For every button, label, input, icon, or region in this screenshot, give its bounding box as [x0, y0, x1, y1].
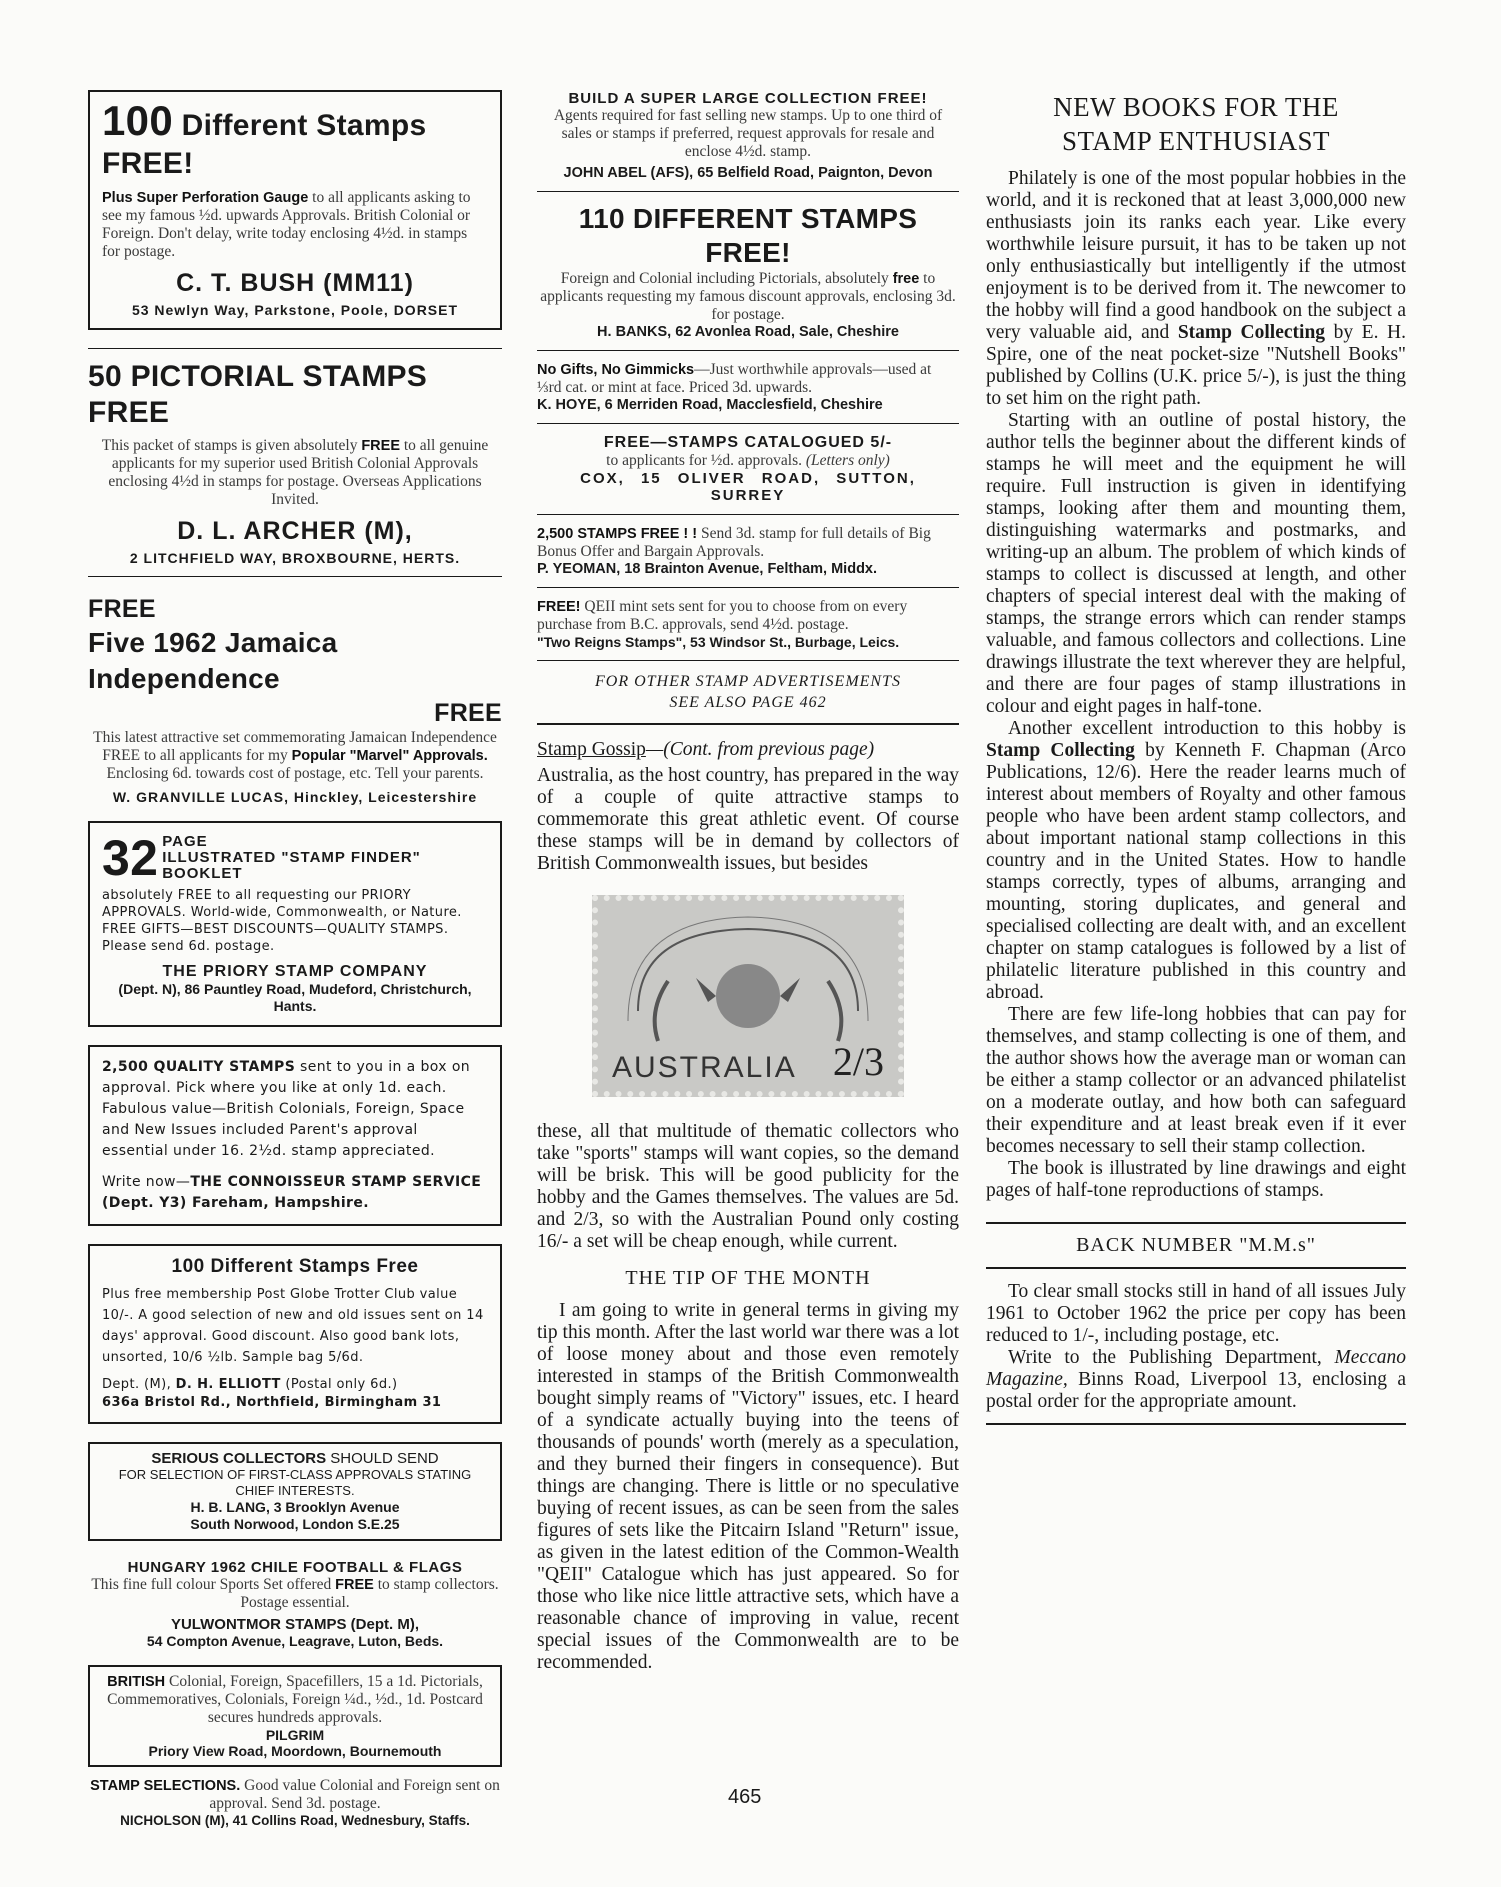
stamp-country: AUSTRALIA: [612, 1051, 797, 1084]
divider: [537, 723, 959, 725]
ad-pilgrim: [88, 1665, 502, 1767]
article-paragraph: Philately is one of the most popular hobbies in the world, and it is reckoned that at least 3,000,000 new enthusiasts join its ranks each year. Like every worthwhile leisure pursuit, it has to be taken up not only enthusiastically but intelligently if the utmost enjoyment is to be derived from it. The newcomer to the hobby will find a good handbook on the subject a very valuable aid, and Stamp Collecting by E. H. Spire, one of the neat pocket-size "Nutshell Books" published by Collins (U.K. price 5/-), is just the thing to set him on the right path.: [986, 168, 1406, 409]
divider: [986, 1222, 1406, 1224]
ad-lead: Plus Super Perforation Gauge: [102, 190, 309, 206]
divider: [88, 576, 502, 577]
ad-headline: Five 1962 Jamaica Independence: [88, 627, 338, 694]
divider: [537, 423, 959, 424]
advertiser-address: 636a Bristol Rd., Northfield, Birmingham 31: [102, 1395, 442, 1410]
advert-column-left: [88, 90, 502, 1844]
ad-body: to applicants for ½d. approvals. (Letters only): [606, 452, 890, 469]
ad-archer: [88, 348, 502, 577]
advertiser-name: C. T. BUSH (MM11): [176, 269, 414, 297]
article-heading: NEW BOOKS FOR THE STAMP ENTHUSIAST: [1053, 92, 1339, 156]
advertiser-name: Dept. (M), D. H. ELLIOTT (Postal only 6d.): [102, 1377, 398, 1392]
ad-body: This latest attractive set commemorating Jamaican Independence FREE to all applicants for my Popular "Marvel" Approvals. Enclosing 6d. towards cost of postage, etc. Tell your parents.: [93, 729, 497, 782]
advertiser-address: (Dept. N), 86 Pauntley Road, Mudeford, Christchurch, Hants.: [118, 981, 472, 1014]
ad-page-count: 32: [102, 830, 159, 886]
page-number: 465: [728, 1786, 762, 1808]
other-adverts-note: FOR OTHER STAMP ADVERTISEMENTS SEE ALSO PAGE 462: [537, 671, 959, 725]
advertiser-address: H. BANKS, 62 Avonlea Road, Sale, Cheshire: [597, 324, 899, 340]
ad-headline-number: 100: [102, 97, 173, 144]
article-paragraph: Starting with an outline of postal history, the author tells the beginner about the different kinds of stamps he will meet and the equipment he will require. Full instruction is given in identifying stamps, looking after them and mounting them, distinguishing watermarks and postmarks, and writing-up an album. The problem of which kinds of stamps to collect is discussed at length, and other chapters of special interest deal with the making of stamps, the strange errors which can render stamps valuable, and famous collectors and collections. Line drawings illustrate the text wherever they are helpful, and there are four pages of stamp illustrations in colour and eight pages in half-tone.: [986, 410, 1406, 717]
divider: [537, 587, 959, 588]
advertiser-address: JOHN ABEL (AFS), 65 Belfield Road, Paignton, Devon: [563, 165, 933, 181]
ad-body: FREE! QEII mint sets sent for you to choose from on every purchase from B.C. approvals, send 4½d. postage.: [537, 598, 908, 633]
advertiser-name: PILGRIM: [265, 1727, 325, 1743]
ad-nicholson: [88, 1777, 502, 1828]
article-paragraph: I am going to write in general terms in giving my tip this month. After the last world war there was a lot of loose money about and those even remotely interested in stamps of the British Commonwealth bought simply reams of "Victory" issues, etc. I heard of a syndicate actually buying into the teens of thousands of pounds' worth (merely as a speculation, and they burned their fingers in consequence). But things are changing. There is little or no speculative buying of recent issues, as can be seen from the sales figures of sets like the Pitcairn Island "Return" issue, as given in the latest edition of the Common-Wealth "QEII" Catalogue which has just appeared. So for those who like nice little attractive sets, which have a reasonable chance of improving in value, recent special issues of the Commonwealth are to be recommended.: [537, 1300, 959, 1673]
ad-body: [102, 189, 488, 261]
ad-body-text: to all applicants asking to see my famous ½d. upwards Approvals. British Colonial or Foreign. Don't delay, write today enclosing 4½d. in stamps for postage.: [102, 189, 471, 260]
divider: [986, 1267, 1406, 1269]
ad-headline: FREE—STAMPS CATALOGUED 5/-: [603, 434, 893, 451]
ad-connoisseur: [88, 1045, 502, 1226]
ad-body: FOR SELECTION OF FIRST-CLASS APPROVALS STATING CHIEF INTERESTS.: [118, 1467, 472, 1498]
ad-priory: [88, 821, 502, 1027]
article-title: Stamp Gossip—(Cont. from previous page): [537, 739, 875, 760]
ad-yulwontmor: [88, 1559, 502, 1649]
advertiser-name: D. L. ARCHER (M),: [177, 517, 413, 545]
divider: [537, 514, 959, 515]
ad-headline: SERIOUS COLLECTORS SHOULD SEND: [151, 1450, 439, 1467]
ad-body: absolutely FREE to all requesting our PRIORY APPROVALS. World-wide, Commonwealth, or Nature. FREE GIFTS—BEST DISCOUNTS—QUALITY STAMPS. Please send 6d. postage.: [102, 888, 462, 954]
advertiser-address: 53 Newlyn Way, Parkstone, Poole, DORSET: [131, 302, 459, 318]
ad-header: 32 PAGE ILLUSTRATED "STAMP FINDER" BOOKLET: [102, 830, 421, 886]
section-heading: THE TIP OF THE MONTH: [625, 1267, 871, 1289]
ad-headline: 50 PICTORIAL STAMPS FREE: [88, 360, 428, 429]
advertiser-address: P. YEOMAN, 18 Brainton Avenue, Feltham, Middx.: [537, 561, 878, 577]
ad-headline: BUILD A SUPER LARGE COLLECTION FREE!: [568, 90, 928, 107]
divider: [88, 348, 502, 349]
divider: [537, 350, 959, 351]
ad-free-label: FREE: [88, 595, 156, 623]
ad-body: This fine full colour Sports Set offered FREE to stamp collectors. Postage essential.: [91, 1576, 499, 1611]
advertiser-address: 2 LITCHFIELD WAY, BROXBOURNE, HERTS.: [129, 550, 461, 566]
ad-body: BRITISH Colonial, Foreign, Spacefillers, 15 a 1d. Pictorials, Commemoratives, Colonials, Foreign ¼d., ½d., 1d. Postcard secures hundreds approvals.: [107, 1673, 483, 1726]
ad-lucas: [88, 593, 502, 805]
ad-cox: [537, 434, 959, 515]
advertiser-address: W. GRANVILLE LUCAS, Hinckley, Leicestershire: [112, 789, 478, 805]
article-paragraph: Another excellent introduction to this hobby is Stamp Collecting by Kenneth F. Chapman (Arco Publications, 12/6). Here the reader learns much of interest about members of Royalty and other famous people who have been ardent stamp collectors, and about important national stamp collections in this country and in the United States. How to handle stamps correctly, types of albums, arranging and mounting, storing duplicates, and general and specialised collecting are dealt with, and an excellent chapter on stamp catalogues is followed by a list of philatelic literature published in this country and abroad.: [986, 718, 1406, 1003]
ad-yeoman: [537, 525, 959, 588]
books-article: [986, 168, 1406, 1202]
advertiser-name: Write now—THE CONNOISSEUR STAMP SERVICE (Dept. Y3) Fareham, Hampshire.: [102, 1174, 482, 1211]
article-paragraph: Australia, as the host country, has prepared in the way of a couple of quite attractive stamps to commemorate this great athletic event. Of course these stamps will be in demand by collectors of British Commonwealth issues, but besides: [537, 765, 959, 874]
advertiser-address: K. HOYE, 6 Merriden Road, Macclesfield, Cheshire: [537, 397, 883, 413]
article-paragraph: There are few life-long hobbies that can pay for themselves, and stamp collecting is one of them, and the author shows how the average man or woman can be either a stamp collector or an advanced philatelist on a moderate outlay, and how both can safeguard their expenditure and at least break even if it ever becomes necessary to sell their stamp collection.: [986, 1004, 1406, 1157]
divider: [537, 660, 959, 661]
advertiser-address: Priory View Road, Moordown, Bournemouth: [148, 1743, 442, 1759]
ad-body: This packet of stamps is given absolutely FREE to all genuine applicants for my superior used British Colonial Approvals enclosing 4½d in stamps for postage. Overseas Applications Invited.: [101, 437, 489, 508]
ad-body: No Gifts, No Gimmicks—Just worthwhile approvals—used at ⅓rd cat. or mint at face. Priced 3d. upwards.: [537, 361, 932, 396]
divider: [986, 1423, 1406, 1425]
ad-elliott: [88, 1244, 502, 1424]
ad-body: 2,500 QUALITY STAMPS sent to you in a box on approval. Pick where you like at only 1d. each. Fabulous value—British Colonials, Foreign, Space and New Issues included Parent's approval essential under 16. 2½d. stamp appreciated.: [102, 1059, 471, 1159]
ad-banks: [537, 202, 959, 351]
advertiser-address: NICHOLSON (M), 41 Collins Road, Wednesbury, Staffs.: [120, 1813, 470, 1828]
advertiser-name: YULWONTMOR STAMPS (Dept. M),: [170, 1616, 420, 1633]
stamp-value: 2/3: [832, 1039, 884, 1084]
advertiser-address: 54 Compton Avenue, Leagrave, Luton, Beds.: [146, 1633, 444, 1649]
ad-free-label: FREE: [434, 699, 502, 727]
ad-body: Plus free membership Post Globe Trotter Club value 10/-. A good selection of new and old issues sent on 14 days' approval. Good discount. Also good bank lots, unsorted, 10/6 ½lb. Sample bag 5/6d.: [102, 1287, 484, 1365]
advertiser-name: H. B. LANG, 3 Brooklyn Avenue: [190, 1499, 400, 1515]
advertiser-address: South Norwood, London S.E.25: [190, 1516, 400, 1532]
ad-hoye: [537, 361, 959, 424]
ad-body: Agents required for fast selling new stamps. Up to one third of sales or stamps if preferred, request approvals for resale and enclose 4½d. stamp.: [553, 107, 943, 160]
back-number-notice: [986, 1281, 1406, 1413]
article-paragraph: The book is illustrated by line drawings and eight pages of half-tone reproductions of stamps.: [986, 1158, 1406, 1201]
article-paragraph: these, all that multitude of thematic collectors who take "sports" stamps will want copies, so the demand will be brisk. This will be good publicity for the hobby and the Games themselves. The values are 5d. and 2/3, so with the Australian Pound only costing 16/- a set will be cheap enough, while current.: [537, 1121, 959, 1252]
advertiser-name: THE PRIORY STAMP COMPANY: [162, 963, 428, 980]
ad-headline-text: Different Stamps FREE!: [102, 109, 427, 180]
advertiser-address: COX, 15 OLIVER ROAD, SUTTON, SURREY: [580, 470, 916, 504]
ad-two-reigns: [537, 598, 959, 661]
ad-body: 2,500 STAMPS FREE ! ! Send 3d. stamp for full details of Big Bonus Offer and Bargain Approvals.: [537, 525, 931, 560]
books-column: [986, 90, 1406, 1435]
article-paragraph: To clear small stocks still in hand of all issues July 1961 to October 1962 the price per copy has been reduced to 1/-, including postage, etc.: [986, 1281, 1406, 1346]
australia-stamp-image: [592, 895, 904, 1097]
stamp-gossip-continued: [537, 1121, 959, 1253]
section-heading: BACK NUMBER "M.M.s": [1076, 1234, 1316, 1256]
stamp-gossip-article: [537, 739, 959, 875]
advertiser-address: "Two Reigns Stamps", 53 Windsor St., Burbage, Leics.: [537, 634, 900, 650]
ad-headline: 110 DIFFERENT STAMPS FREE!: [578, 203, 918, 268]
ad-bush: [88, 90, 502, 330]
ad-headline: 100 Different Stamps Free: [171, 1256, 419, 1277]
article-paragraph: Write to the Publishing Department, Meccano Magazine, Binns Road, Liverpool 13, enclosing a postal order for the appropriate amount.: [986, 1347, 1406, 1412]
center-column: [537, 90, 959, 1674]
ad-headline: HUNGARY 1962 CHILE FOOTBALL & FLAGS: [127, 1559, 463, 1576]
ad-lang: [88, 1442, 502, 1541]
ad-headline: [102, 97, 488, 183]
ad-body: STAMP SELECTIONS. Good value Colonial and Foreign sent on approval. Send 3d. postage.: [90, 1777, 500, 1812]
ad-body: Foreign and Colonial including Pictorials, absolutely free to applicants requesting my famous discount approvals, enclosing 3d. for postage.: [540, 270, 956, 323]
tip-article: [537, 1300, 959, 1674]
ad-abel: [537, 90, 959, 192]
divider: [537, 191, 959, 192]
